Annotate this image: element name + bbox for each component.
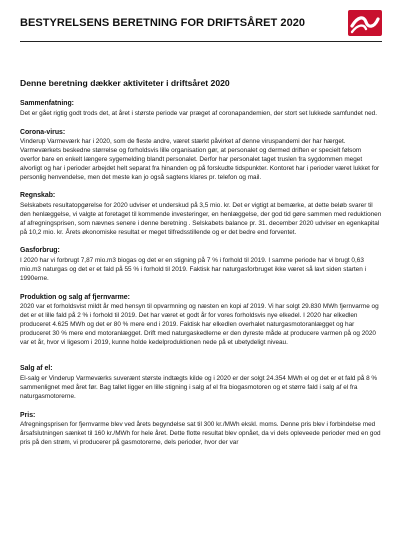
header-divider <box>20 41 382 42</box>
section-title: Sammenfatning: <box>20 100 74 107</box>
section-body: Selskabets resultatopgørelse for 2020 udviser et underskud på 3,5 mio. kr. Det er vigtigt at bemærke, at dette beløb svarer til den henlæggelse, vi valgte at foretaget til kommende investeringer, en henlæggelse, der god tid gøre sammen med reduktionen af afregningsprisen, som nævnes senere i denne beretning . Selskabets balance pr. 31. december 2020 udviser en egenkapital på 10,2 mio. kr. Årets økonomiske resultat er meget tilfredsstillende og er det bedre end forventet. <box>20 202 382 236</box>
section-body: Afregningsprisen for fjernvarme blev ved årets begyndelse sat til 300 kr./MWh ekskl. moms. Denne pris blev i forbindelse med årsafslutningen sænket til 160 kr./MWh for hele året. Dette flotte resultat blev opnået, da vi dels opleveede perioder med en god pris på den strøm, vi producerer på gasmotorerne, dels perioder, hvor der var <box>20 421 381 446</box>
section-body: Vinderup Varmeværk har i 2020, som de fleste andre, været stærkt påvirket af denne viruspandemi der har hærget. Varmeværkets beskedne størrelse og forholdsvis lille organisation gør, at personalet og dermed driften er specielt følsom overfor bare en enkelt længere sygemelding blandt personalet. Derfor har personalet taget truslen fra sygdommen meget alvorligt og har i perioder arbejdet helt separat fra hinanden og på forskudte tidspunkter. Kontoret har i perioder været lukket for personlig henvendelse, men det meste kan jo også sagtens klares pr. telefon og mail. <box>20 138 380 181</box>
section-body: Det er gået rigtig godt trods det, at året i største periode var præget af coronapandemien, der stort set lukkede samfundet ned. <box>20 109 378 117</box>
page-header <box>20 10 382 40</box>
section-title: Gasforbrug: <box>20 247 60 255</box>
section-title: Corona-virus: <box>20 128 66 136</box>
section-body: El-salg er Vinderup Varmeværks suverænt største indtægts kilde og i 2020 er der solgt 24.354 MWh el og det er et fald på 8 % sammenlignet med året før. Bag tallet ligger en lille stigning i salg af el fra biogasmotoren og et større fald i salg af el fra naturgasmotorerne. <box>20 375 378 400</box>
section-title: Salg af el: <box>20 365 53 373</box>
section-sammenfatning <box>20 100 382 119</box>
section-corona-virus <box>20 129 382 183</box>
section-title: Pris: <box>20 411 36 419</box>
section-body: 2020 var et forholdsvist mildt år med hensyn til opvarmning og næsten en kopi af 2019. Vi har solgt 29.830 MWh fjernvarme og det er et lille fald på 2 % i forhold til 2019. Det har været et godt år for vores forholdsvis nye elkedel. I 2020 har elkedlen produceret 4.625 MWh og det er 80 % mere end i 2019. Faktisk har elkedlen overhalet naturgasmotoranlægget og har produceret 30 % mere end motoranlægget. Drift med naturgaskedlerne er den dyreste måde at producere varmen på og 2020 var et år, hvor vi ligesom i 2019, kunne holde kedelproduktionen nede på et ubetydeligt niveau. <box>20 303 379 346</box>
report-content <box>20 78 382 458</box>
section-body: I 2020 har vi forbrugt 7,87 mio.m3 biogas og det er en stigning på 7 % i forhold til 2019. I samme periode har vi brugt 0,63 mio.m3 naturgas og det er et fald på 55 % i forhold til 2019. Faktisk har naturgasforbruget ikke været så lavt siden starten i 1990erne. <box>20 257 366 282</box>
section-gasforbrug <box>20 247 382 283</box>
section-pris <box>20 412 382 448</box>
report-heading: Denne beretning dækker aktiviteter i driftsåret 2020 <box>20 78 230 88</box>
section-regnskab <box>20 192 382 237</box>
section-produktion-og-salg <box>20 294 382 348</box>
company-logo-icon <box>348 10 382 36</box>
section-title: Produktion og salg af fjernvarme: <box>20 293 130 301</box>
section-title: Regnskab: <box>20 192 56 200</box>
section-salg-af-el <box>20 365 382 401</box>
header-title: BESTYRELSENS BERETNING FOR DRIFTSÅRET 2020 <box>20 17 306 29</box>
